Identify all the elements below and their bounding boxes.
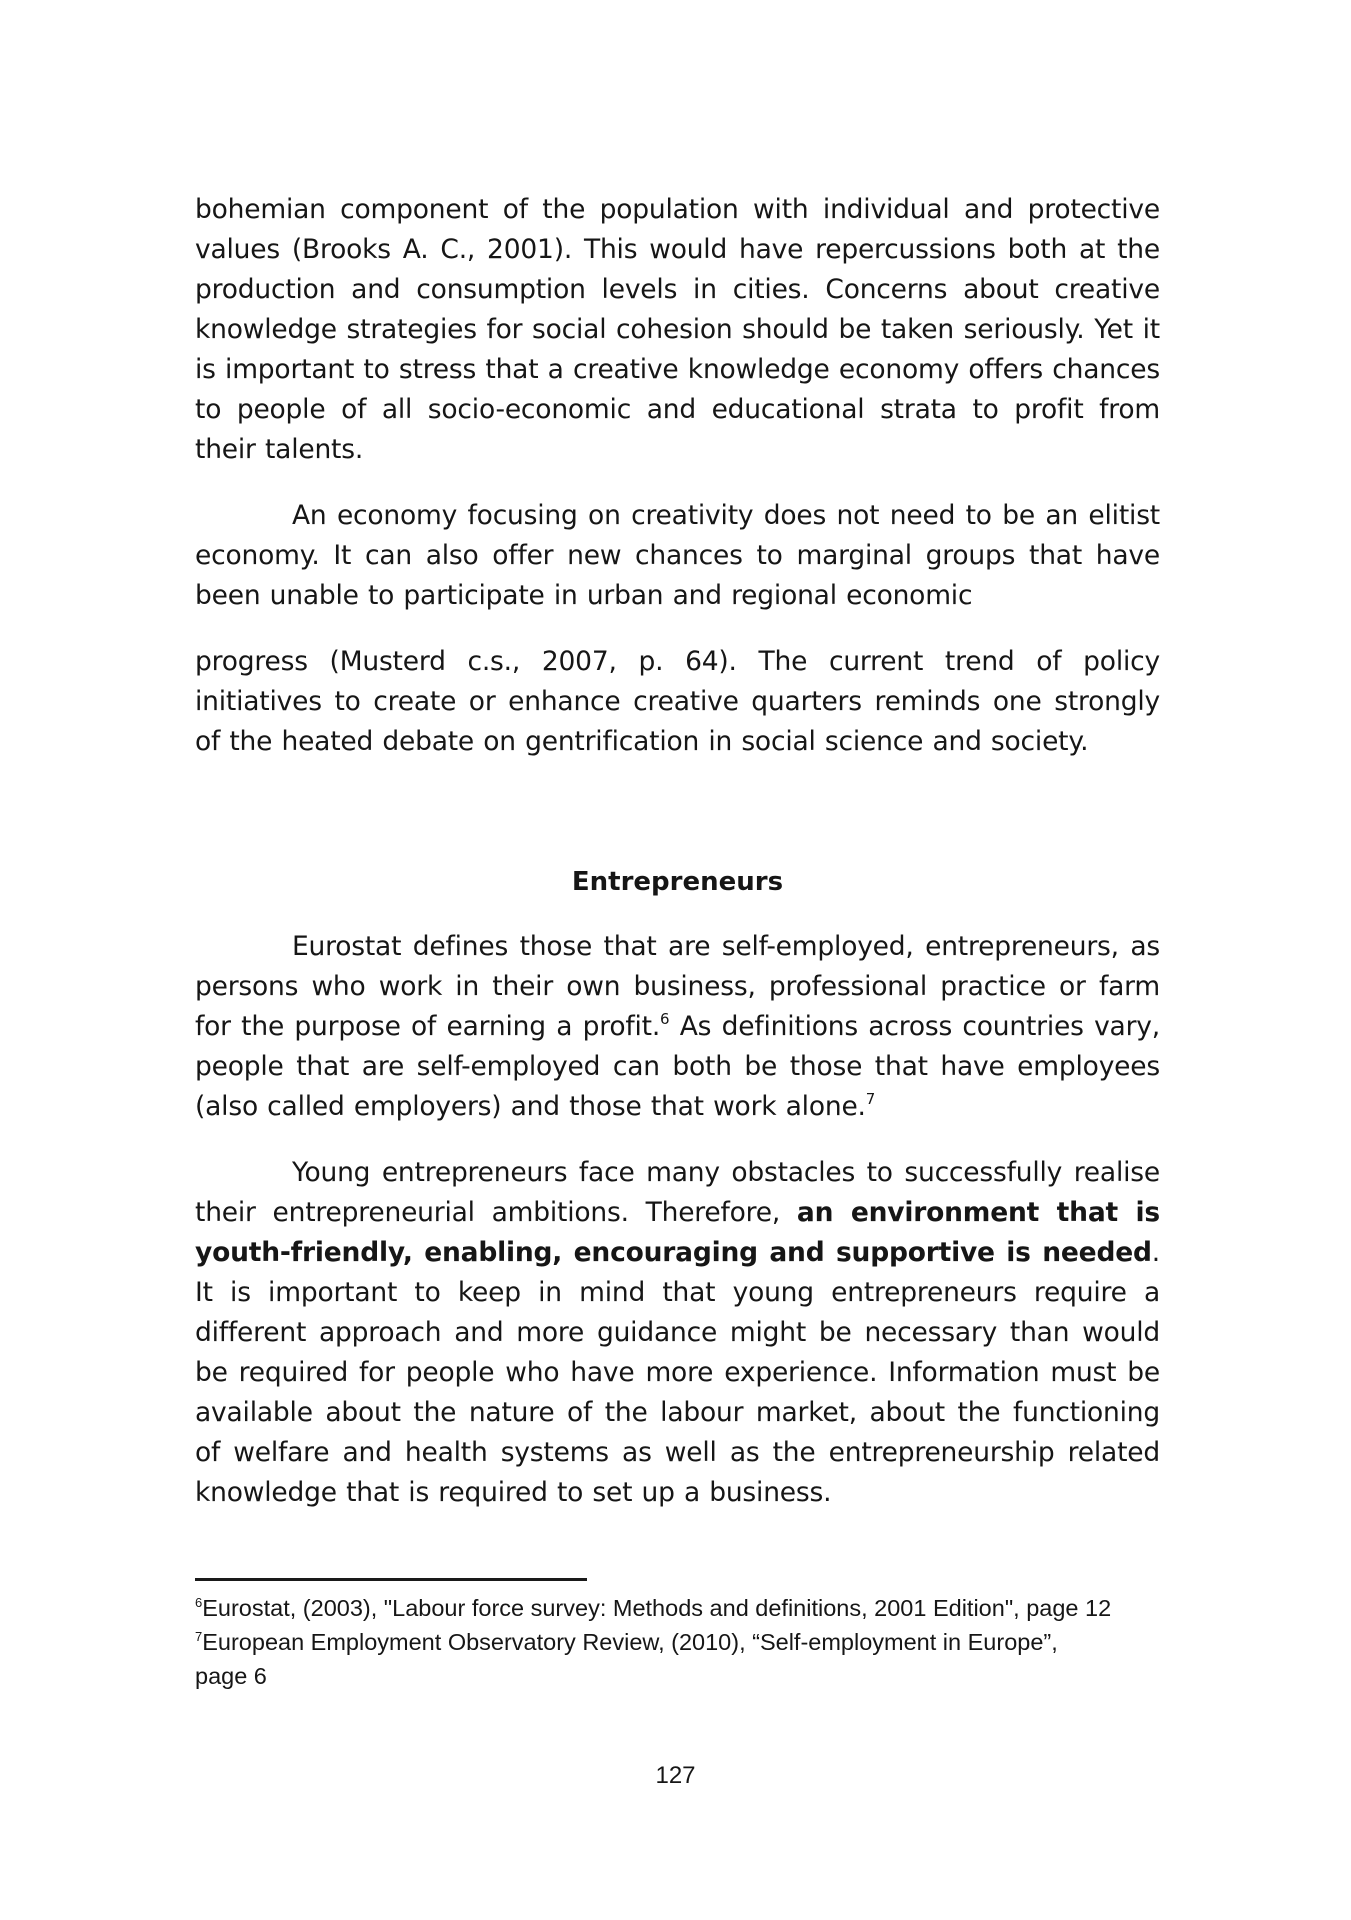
footnote-ref-6: 6 xyxy=(660,1010,670,1028)
footnote-7-marker: 7 xyxy=(195,1629,203,1644)
paragraph-5 xyxy=(195,1153,1160,1513)
footnote-6 xyxy=(195,1591,1145,1625)
footnote-6-text: Eurostat, (2003), "Labour force survey: Methods and definitions, 2001 Edition", page 12 xyxy=(202,1595,1112,1621)
paragraph-4-text-a: Eurostat defines those that are self-employed, entrepreneurs, as persons who work in their own business, professional practice or farm for the purpose of earning a profit. xyxy=(195,931,1160,1042)
page-number: 127 xyxy=(655,1762,696,1789)
paragraph-4 xyxy=(195,927,1160,1127)
footnote-6-marker: 6 xyxy=(195,1595,203,1610)
paragraph-2: An economy focusing on creativity does not need to be an elitist economy. It can also offer new chances to marginal groups that have been unable to participate in urban and regional economic xyxy=(195,500,1160,611)
paragraph-4-text-b: As definitions across countries vary, people that are self-employed can both be those that have employees (also called employers) and those that work alone. xyxy=(195,1011,1160,1122)
paragraph-3: progress (Musterd c.s., 2007, p. 64). The current trend of policy initiatives to create or enhance creative quarters reminds one strongly of the heated debate on gentrification in social science and society. xyxy=(195,646,1160,757)
footnote-separator xyxy=(195,1578,587,1581)
paragraph-5-text-b: . It is important to keep in mind that young entrepreneurs require a different approach and more guidance might be necessary than would be required for people who have more experience. Information must be available about the nature of the labour market, about the functioning of welfare and health systems as well as the entrepreneurship related knowledge that is required to set up a business. xyxy=(195,1237,1160,1508)
footnote-ref-7: 7 xyxy=(865,1090,876,1108)
paragraph-1: bohemian component of the population with individual and protective values (Brooks A. C., 2001). This would have repercussions both at the production and consumption levels in cities. Concerns about creative knowledge strategies for social cohesion should be taken seriously. Yet it is important to stress that a creative knowledge economy offers chances to people of all socio-economic and educational strata to profit from their talents. xyxy=(195,194,1160,465)
footnote-7 xyxy=(195,1625,1105,1693)
paragraph-5-bold-statement: an environment that is youth-friendly, enabling, encouraging and supportive is needed xyxy=(195,1197,1161,1268)
paragraph-5-text-a: Young entrepreneurs face many obstacles to successfully realise their entrepreneurial ambitions. Therefore, xyxy=(195,1157,1160,1228)
footnotes xyxy=(195,1591,1160,1693)
page-body xyxy=(195,190,1160,1513)
footnote-7-text: European Employment Observatory Review, (2010), “Self-employment in Europe”, page 6 xyxy=(195,1629,1058,1689)
section-heading: Entrepreneurs xyxy=(571,867,784,897)
